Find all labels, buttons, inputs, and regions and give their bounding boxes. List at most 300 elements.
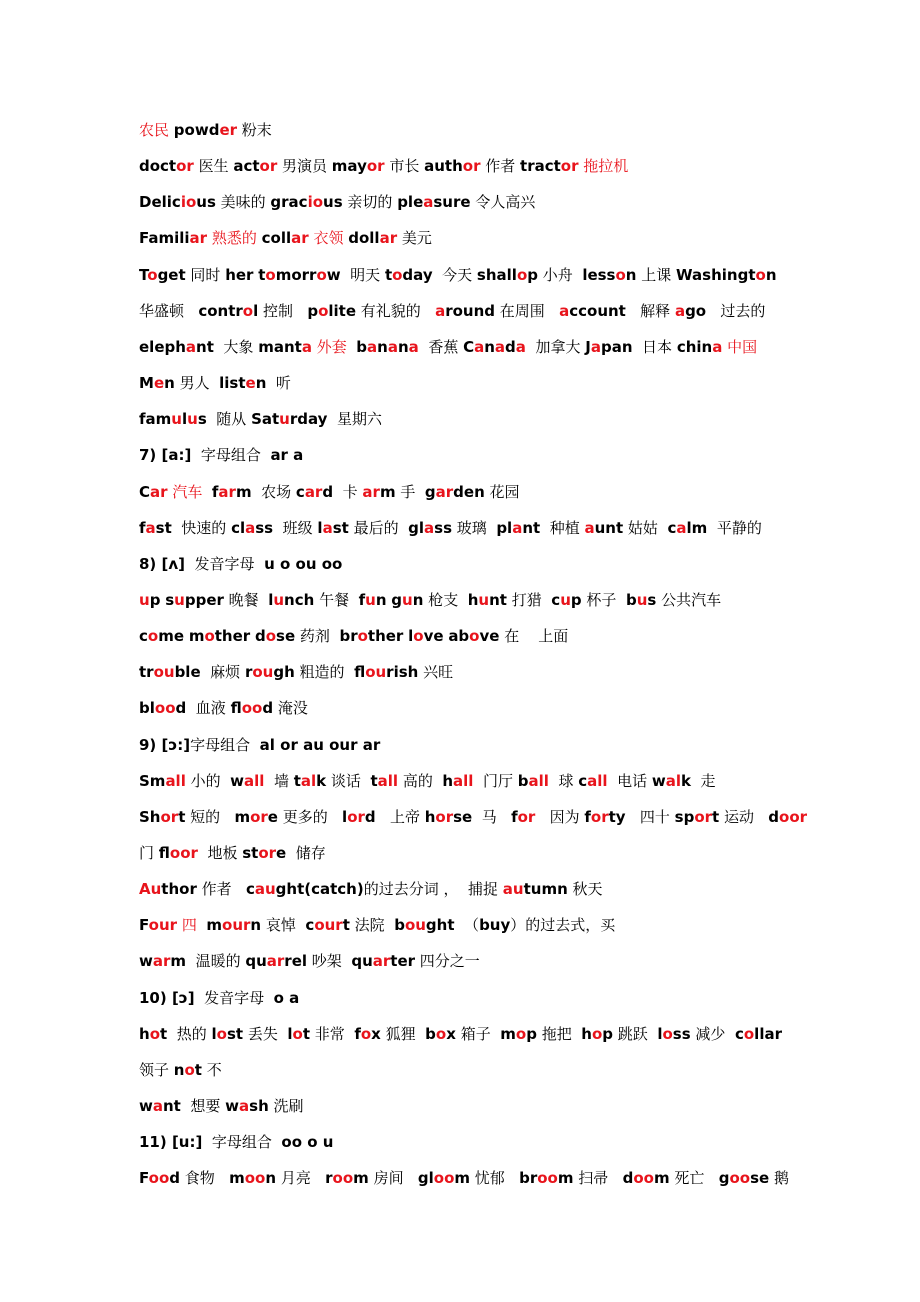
text-segment: n <box>375 591 387 609</box>
text-segment: may <box>331 157 367 175</box>
text-segment: 平静的 <box>707 519 762 537</box>
text-segment: list <box>219 374 246 392</box>
text-segment: less <box>582 266 616 284</box>
text-line <box>139 1096 304 1116</box>
text-segment: s <box>647 591 657 609</box>
highlighted-text: o <box>515 1025 527 1043</box>
text-segment: 粗造的 <box>294 663 355 681</box>
text-segment: k <box>680 772 691 790</box>
highlighted-text: u <box>636 591 648 609</box>
text-segment: tr <box>139 663 154 681</box>
text-segment: 马 <box>472 808 512 826</box>
text-segment: us <box>196 193 216 211</box>
text-segment: her <box>225 266 254 284</box>
highlighted-text: a <box>435 302 446 320</box>
text-segment: ab <box>448 627 470 645</box>
text-segment: m <box>653 1169 670 1187</box>
text-segment: 小舟 <box>538 266 583 284</box>
text-segment: f <box>584 808 591 826</box>
text-segment: den <box>453 483 485 501</box>
text-segment: b <box>425 1025 436 1043</box>
highlighted-text: or <box>560 157 579 175</box>
highlighted-text: a <box>424 519 435 537</box>
text-segment: 随从 <box>206 410 252 428</box>
highlighted-text: ou <box>365 663 387 681</box>
text-segment: 减少 <box>690 1025 735 1043</box>
text-segment <box>347 338 357 356</box>
text-segment: 地板 <box>197 844 243 862</box>
text-segment: 运动 <box>719 808 769 826</box>
highlighted-text: ar <box>379 229 398 247</box>
text-segment: me <box>158 627 185 645</box>
text-line <box>139 156 628 176</box>
text-segment: 星期六 <box>327 410 382 428</box>
text-segment: ）的过去式，买 <box>510 916 616 934</box>
text-segment: p <box>602 1025 613 1043</box>
highlighted-text: o <box>360 1025 372 1043</box>
highlighted-text: or <box>517 808 536 826</box>
highlighted-text: or <box>590 808 609 826</box>
text-segment: 打猎 <box>506 591 552 609</box>
text-line <box>139 951 480 971</box>
text-segment: 8) [ʌ] <box>139 555 186 573</box>
text-segment: 的过去分词 ， 捕捉 <box>363 880 503 898</box>
text-segment: 高的 <box>398 772 443 790</box>
highlighted-text: a <box>245 519 256 537</box>
text-segment: 丢失 <box>243 1025 288 1043</box>
text-segment: 农场 <box>251 483 296 501</box>
text-segment: T <box>139 266 148 284</box>
highlighted-text: or <box>250 808 268 826</box>
text-segment: 公共汽车 <box>656 591 722 609</box>
text-segment: n <box>250 916 262 934</box>
text-segment: br <box>519 1169 538 1187</box>
text-segment: f <box>211 483 219 501</box>
text-segment: 男人 <box>174 374 220 392</box>
text-segment: 9) [ɔ:] <box>139 736 191 754</box>
text-segment: n <box>173 1061 185 1079</box>
text-segment: 姑姑 <box>623 519 668 537</box>
text-segment: 温暖的 <box>186 952 246 970</box>
highlighted-text: au <box>254 880 276 898</box>
text-segment: l <box>268 591 274 609</box>
text-segment: gl <box>417 1169 434 1187</box>
text-segment: Delic <box>139 193 181 211</box>
text-segment: 作者 <box>196 880 246 898</box>
text-segment: f <box>358 591 366 609</box>
text-segment: h <box>467 591 479 609</box>
text-segment: d <box>262 699 274 717</box>
text-segment: 上帝 <box>375 808 425 826</box>
text-segment: ty <box>608 808 626 826</box>
text-segment: l <box>342 808 348 826</box>
highlighted-text: a <box>322 519 333 537</box>
highlighted-text: io <box>180 193 197 211</box>
highlighted-text: o <box>265 266 276 284</box>
text-segment: 卡 <box>333 483 363 501</box>
highlighted-text: u <box>171 410 182 428</box>
text-segment: c <box>295 483 305 501</box>
highlighted-text: ou <box>404 916 426 934</box>
text-segment: se <box>750 1169 770 1187</box>
text-segment: 电话 <box>607 772 652 790</box>
highlighted-text: ar <box>362 483 380 501</box>
text-segment: ccount <box>569 302 626 320</box>
text-segment: w <box>230 772 245 790</box>
highlighted-text: Au <box>139 880 162 898</box>
text-segment: n <box>265 1169 277 1187</box>
highlighted-text: u <box>560 591 571 609</box>
text-segment: m <box>234 808 251 826</box>
highlighted-text: ar <box>152 952 171 970</box>
highlighted-text: er <box>219 121 238 139</box>
text-segment: al or au our ar <box>259 736 381 754</box>
text-segment: m <box>379 483 396 501</box>
text-segment: fl <box>158 844 170 862</box>
text-segment: llar <box>754 1025 782 1043</box>
highlighted-text: a <box>239 1097 250 1115</box>
text-segment: gh <box>273 663 295 681</box>
highlighted-text: ar <box>218 483 236 501</box>
text-segment <box>197 916 207 934</box>
text-segment: f <box>354 1025 361 1043</box>
text-segment: 门厅 <box>473 772 518 790</box>
text-segment: 午餐 <box>314 591 359 609</box>
text-segment: grac <box>270 193 308 211</box>
text-segment: 房间 <box>368 1169 418 1187</box>
highlighted-text: o <box>516 266 528 284</box>
text-segment: 食物 <box>180 1169 230 1187</box>
text-segment: 粉末 <box>237 121 272 139</box>
text-segment: 因为 <box>535 808 585 826</box>
highlighted-text: our <box>314 916 343 934</box>
text-line <box>139 698 308 718</box>
text-line <box>139 879 603 899</box>
text-segment: 男演员 <box>277 157 332 175</box>
text-line <box>139 192 535 212</box>
text-segment: 美味的 <box>215 193 271 211</box>
text-segment: 美元 <box>397 229 432 247</box>
text-segment: 同时 <box>185 266 226 284</box>
text-segment: se <box>453 808 473 826</box>
text-segment: 储存 <box>286 844 326 862</box>
text-segment: 令人高兴 <box>470 193 536 211</box>
text-segment: d <box>175 699 187 717</box>
text-segment: 领子 <box>139 1061 174 1079</box>
highlighted-text: oo <box>244 1169 266 1187</box>
highlighted-text: o <box>755 266 766 284</box>
highlighted-text: or <box>462 157 481 175</box>
text-segment: cl <box>231 519 246 537</box>
text-segment: 小的 <box>185 772 231 790</box>
highlighted-text: oo <box>433 1169 455 1187</box>
text-segment: st <box>155 519 172 537</box>
text-segment: mant <box>258 338 302 356</box>
highlighted-text: all <box>165 772 186 790</box>
highlighted-text: or <box>176 157 194 175</box>
text-segment: tract <box>520 157 561 175</box>
highlighted-text: oo <box>633 1169 654 1187</box>
text-segment: n <box>164 374 175 392</box>
highlighted-text: 农民 <box>139 121 170 139</box>
highlighted-text: oo <box>154 699 176 717</box>
highlighted-text: 外套 <box>316 338 347 356</box>
text-segment: c <box>139 627 148 645</box>
highlighted-text: o <box>615 266 626 284</box>
text-segment: 作者 <box>480 157 521 175</box>
text-segment: fl <box>230 699 242 717</box>
text-segment: m <box>557 1169 574 1187</box>
text-segment: 解释 <box>625 302 675 320</box>
text-segment: pper <box>184 591 224 609</box>
highlighted-text: u <box>279 410 290 428</box>
text-line <box>139 590 721 610</box>
highlighted-text: or <box>366 157 385 175</box>
text-segment: C <box>139 483 151 501</box>
text-line <box>139 1060 222 1080</box>
text-segment: 花园 <box>484 483 520 501</box>
highlighted-text: al <box>665 772 681 790</box>
highlighted-text: a <box>152 1097 163 1115</box>
highlighted-text: ou <box>252 663 274 681</box>
text-segment: ght <box>425 916 455 934</box>
text-segment: m <box>353 1169 369 1187</box>
highlighted-text: o <box>662 1025 673 1043</box>
text-segment: rish <box>386 663 419 681</box>
text-segment: ple <box>397 193 424 211</box>
text-segment: h <box>581 1025 592 1043</box>
text-segment: 狐狸 <box>380 1025 426 1043</box>
text-segment: t <box>194 1061 202 1079</box>
text-line <box>139 518 762 538</box>
text-segment: r <box>325 1169 333 1187</box>
text-segment: w <box>225 1097 240 1115</box>
highlighted-text: a <box>408 338 419 356</box>
highlighted-text: o <box>265 627 277 645</box>
highlighted-text: al <box>300 772 317 790</box>
text-segment: m <box>454 1169 471 1187</box>
highlighted-text: o <box>435 1025 447 1043</box>
text-segment: J <box>585 338 591 356</box>
highlighted-text: 衣领 <box>313 229 344 247</box>
text-segment: ve <box>423 627 444 645</box>
text-segment: rday <box>289 410 328 428</box>
text-segment: 班级 <box>273 519 318 537</box>
text-segment: thor <box>161 880 197 898</box>
text-segment: h <box>139 1025 150 1043</box>
text-segment: 不 <box>201 1061 222 1079</box>
text-segment: sh <box>249 1097 269 1115</box>
text-segment: 大象 <box>213 338 259 356</box>
text-segment: 7) [a:] <box>139 446 192 464</box>
text-segment: w <box>139 952 153 970</box>
highlighted-text: u <box>187 410 198 428</box>
text-line <box>139 1024 782 1044</box>
text-segment: 月亮 <box>276 1169 326 1187</box>
text-segment: b <box>356 338 368 356</box>
text-segment: g <box>391 591 403 609</box>
text-segment: fl <box>354 663 366 681</box>
highlighted-text: ar <box>372 952 391 970</box>
highlighted-text: o <box>316 266 327 284</box>
text-segment: ther <box>214 627 251 645</box>
highlighted-text: o <box>318 302 329 320</box>
text-segment: p <box>149 591 161 609</box>
highlighted-text: a <box>474 338 485 356</box>
highlighted-text: oo <box>537 1169 558 1187</box>
text-segment: c <box>667 519 677 537</box>
text-segment: Sh <box>139 808 161 826</box>
text-line <box>139 120 272 140</box>
text-segment: Sm <box>139 772 166 790</box>
text-segment: s <box>197 410 207 428</box>
text-segment: n <box>765 266 777 284</box>
text-segment: F <box>139 1169 149 1187</box>
highlighted-text: o <box>147 266 158 284</box>
highlighted-text: a <box>423 193 434 211</box>
text-segment: t <box>178 808 186 826</box>
text-segment: p <box>526 1025 537 1043</box>
text-segment: 手 <box>395 483 425 501</box>
text-segment: 短的 <box>185 808 235 826</box>
text-segment: 香蕉 <box>418 338 464 356</box>
text-segment: l <box>287 1025 293 1043</box>
highlighted-text: our <box>222 916 251 934</box>
highlighted-text: au <box>502 880 524 898</box>
text-line <box>139 373 291 393</box>
text-segment: e <box>267 808 278 826</box>
text-line <box>139 662 453 682</box>
text-segment: 门 <box>139 844 159 862</box>
text-segment: gl <box>408 519 425 537</box>
text-segment: m <box>235 483 252 501</box>
text-segment: 麻烦 <box>200 663 245 681</box>
text-segment: 字母组合 <box>190 736 260 754</box>
text-segment: qu <box>245 952 267 970</box>
highlighted-text: 熟悉的 <box>211 229 257 247</box>
text-segment: 跳跃 <box>613 1025 658 1043</box>
text-segment: ss <box>672 1025 691 1043</box>
highlighted-text: all <box>244 772 265 790</box>
text-segment: m <box>188 627 205 645</box>
text-segment: 更多的 <box>277 808 343 826</box>
text-segment: g <box>718 1169 730 1187</box>
highlighted-text: oo <box>729 1169 751 1187</box>
text-segment: 在周围 <box>495 302 560 320</box>
text-segment: pan <box>600 338 633 356</box>
text-segment: h <box>424 808 436 826</box>
highlighted-text: ar <box>304 483 323 501</box>
text-segment: ar a <box>270 446 304 464</box>
text-segment: b <box>517 772 529 790</box>
text-segment: 兴旺 <box>418 663 454 681</box>
text-segment: c <box>245 880 255 898</box>
text-segment: us <box>323 193 343 211</box>
text-segment: fam <box>139 410 172 428</box>
text-segment: h <box>442 772 454 790</box>
text-segment: Washingt <box>676 266 756 284</box>
text-segment: 秋天 <box>567 880 603 898</box>
highlighted-text: a <box>674 302 686 320</box>
text-segment: 在 上面 <box>499 627 569 645</box>
text-segment: 非常 <box>310 1025 355 1043</box>
text-segment: ther <box>367 627 404 645</box>
highlighted-text: a <box>512 519 523 537</box>
highlighted-text: oo <box>148 1169 170 1187</box>
text-line <box>139 843 326 863</box>
text-segment: 杯子 <box>581 591 626 609</box>
text-segment: l <box>181 410 188 428</box>
text-line <box>139 1132 333 1152</box>
text-segment: m <box>500 1025 516 1043</box>
highlighted-text: ar <box>189 229 208 247</box>
text-segment: t <box>370 772 378 790</box>
text-segment: shall <box>476 266 517 284</box>
highlighted-text: or <box>160 808 179 826</box>
highlighted-text: o <box>204 627 215 645</box>
highlighted-text: e <box>153 374 165 392</box>
text-segment: buy <box>479 916 511 934</box>
text-segment: auth <box>424 157 463 175</box>
text-segment: doct <box>139 157 177 175</box>
text-segment: b <box>625 591 637 609</box>
highlighted-text: or <box>435 808 454 826</box>
highlighted-text: or <box>347 808 365 826</box>
text-segment: l <box>408 627 414 645</box>
highlighted-text: all <box>377 772 399 790</box>
highlighted-text: o <box>242 302 254 320</box>
text-line <box>139 482 520 502</box>
highlighted-text: oo <box>332 1169 354 1187</box>
text-line <box>139 626 568 646</box>
text-segment: 上课 <box>636 266 677 284</box>
text-segment: 字母组合 <box>202 1133 282 1151</box>
highlighted-text: a <box>515 338 526 356</box>
highlighted-text: o <box>591 1025 603 1043</box>
text-segment: ss <box>255 519 274 537</box>
text-segment: se <box>276 627 296 645</box>
highlighted-text: o <box>184 1061 195 1079</box>
text-segment: m <box>206 916 223 934</box>
text-segment: 快速的 <box>171 519 232 537</box>
text-segment: d <box>169 1169 181 1187</box>
text-segment: 华盛顿 <box>139 302 199 320</box>
text-segment: nt <box>196 338 214 356</box>
text-segment: 种植 <box>540 519 585 537</box>
text-segment: round <box>445 302 496 320</box>
text-segment: o a <box>273 989 300 1007</box>
highlighted-text: all <box>528 772 549 790</box>
highlighted-text: 四 <box>181 916 197 934</box>
text-line <box>139 445 303 465</box>
text-segment: get <box>157 266 186 284</box>
text-segment: s <box>165 591 175 609</box>
text-segment: st <box>226 1025 244 1043</box>
highlighted-text: o <box>147 627 159 645</box>
highlighted-text: o <box>149 1025 160 1043</box>
text-segment: 洗刷 <box>268 1097 304 1115</box>
text-segment: n <box>412 591 424 609</box>
text-segment: n <box>484 338 495 356</box>
text-segment: F <box>139 916 149 934</box>
highlighted-text: a <box>590 338 601 356</box>
text-segment: w <box>139 1097 153 1115</box>
text-segment: 球 <box>548 772 579 790</box>
text-segment: 加拿大 <box>525 338 586 356</box>
text-segment: 忧郁 <box>470 1169 520 1187</box>
text-segment: ght(catch) <box>275 880 364 898</box>
text-segment: c <box>734 1025 744 1043</box>
